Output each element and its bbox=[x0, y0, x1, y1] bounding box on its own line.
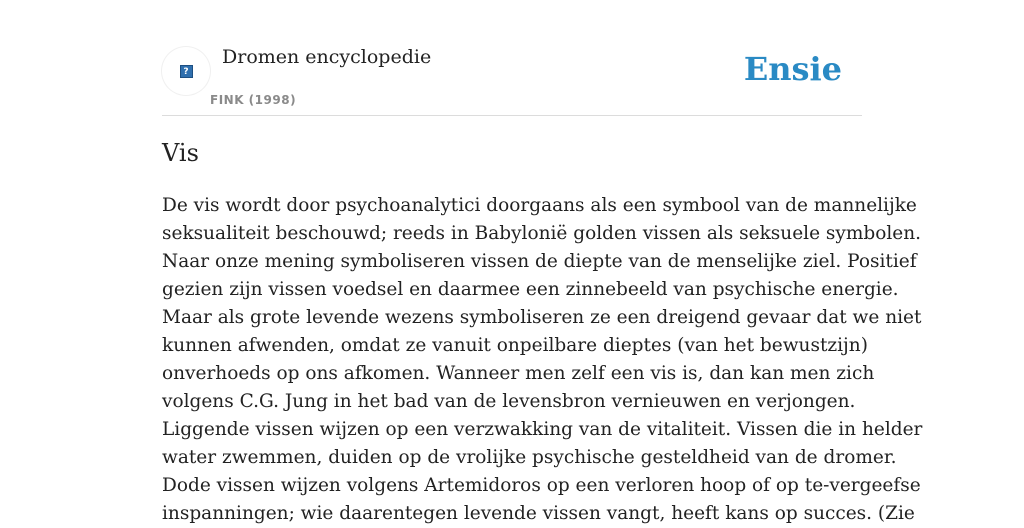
entry-text-line: Naar onze mening symboliseren vissen de diepte van de menselijke ziel. Positief bbox=[162, 251, 917, 272]
entry-text-line: water zwemmen, duiden op de vrolijke psychische gesteldheid van de dromer. bbox=[162, 447, 897, 468]
source-title[interactable]: Dromen encyclopedie bbox=[222, 46, 432, 68]
brand-logo[interactable]: Ensie bbox=[743, 50, 842, 88]
entry-text-line: kunnen afwenden, omdat ze vanuit onpeilbare dieptes (van het bewustzijn) bbox=[162, 335, 868, 356]
entry-text-line: volgens C.G. Jung in het bad van de levensbron vernieuwen en verjongen. bbox=[162, 391, 856, 412]
entry-title: Vis bbox=[162, 139, 199, 167]
source-header bbox=[162, 40, 862, 116]
question-mark-icon: ? bbox=[180, 65, 193, 78]
entry-body bbox=[162, 192, 923, 528]
entry-text-line: onverhoeds op ons afkomen. Wanneer men zelf een vis is, dan kan men zich bbox=[162, 363, 875, 384]
source-author-year: FINK (1998) bbox=[210, 93, 297, 107]
encyclopedia-book-icon[interactable] bbox=[162, 47, 210, 95]
entry-text-line: Maar als grote levende wezens symboliseren ze een dreigend gevaar dat we niet bbox=[162, 307, 922, 328]
entry-text-line: seksualiteit beschouwd; reeds in Babylonië golden vissen als seksuele symbolen. bbox=[162, 223, 922, 244]
entry-text-line: Liggende vissen wijzen op een verzwakking van de vitaliteit. Vissen die in helder bbox=[162, 419, 923, 440]
entry-text-line: gezien zijn vissen voedsel en daarmee een zinnebeeld van psychische energie. bbox=[162, 279, 899, 300]
entry-text-line: De vis wordt door psychoanalytici doorgaans als een symbool van de mannelijke bbox=[162, 195, 917, 216]
entry-text-line: inspanningen; wie daarentegen levende vissen vangt, heeft kans op succes. (Zie bbox=[162, 503, 915, 524]
entry-text-line: Dode vissen wijzen volgens Artemidoros op een verloren hoop of op te-vergeefse bbox=[162, 475, 921, 496]
